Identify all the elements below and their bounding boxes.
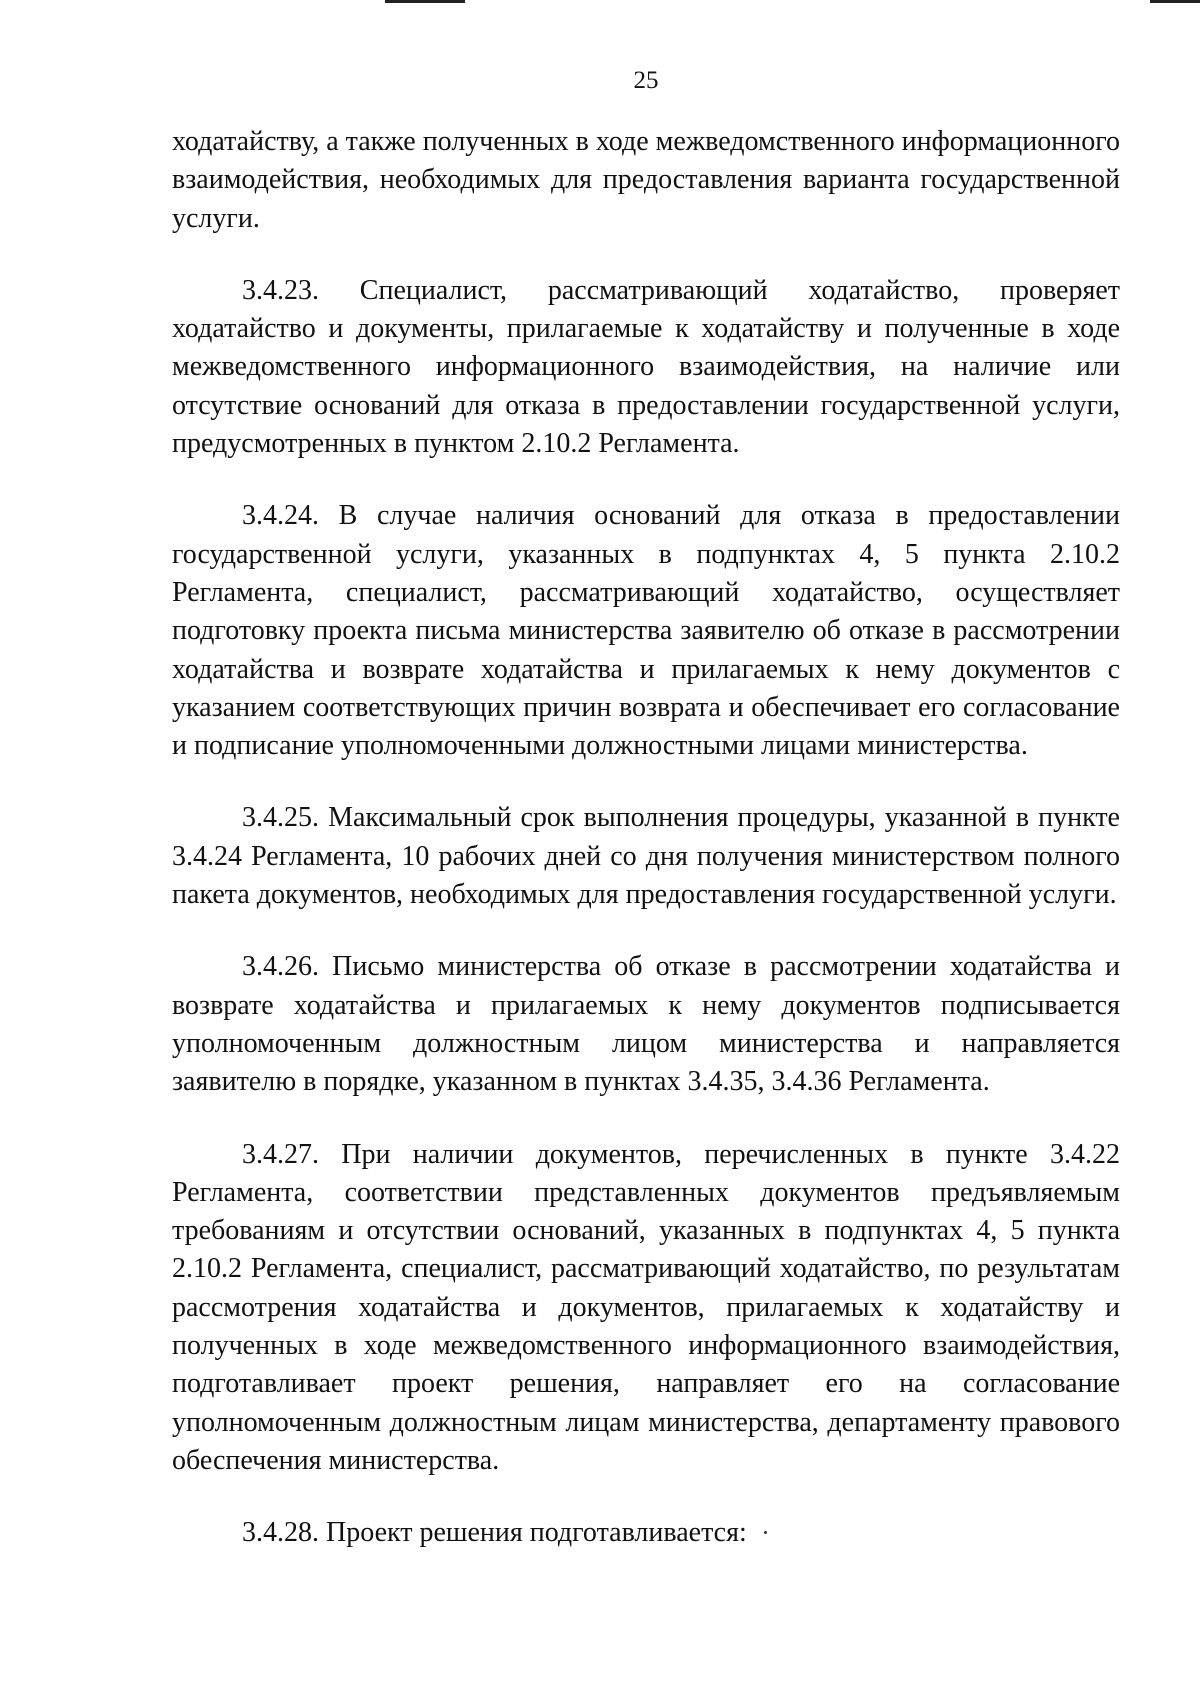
scan-speck [764, 1531, 767, 1534]
paragraph-3-4-25: 3.4.25. Максимальный срок выполнения процедуры, указанной в пункте 3.4.24 Регламента, 10 рабочих дней со дня получения министерством полного пакета документов, необходимых для предоставления государственной услуги. [172, 802, 1120, 911]
document-body [172, 123, 1120, 1587]
paragraph-3-4-26: 3.4.26. Письмо министерства об отказе в рассмотрении ходатайства и возврате ходатайства и прилагаемых к нему документов подписывается уполномоченным должностным лицом министерства и направляется заявителю в порядке, указанном в пунктах 3.4.35, 3.4.36 Регламента. [172, 951, 1120, 1098]
paragraph-3-4-27: 3.4.27. При наличии документов, перечисленных в пункте 3.4.22 Регламента, соответствии представленных документов предъявляемым требованиям и отсутствии оснований, указанных в подпунктах 4, 5 пункта 2.10.2 Регламента, специалист, рассматривающий ходатайство, по результатам рассмотрения ходатайства и документов, прилагаемых к ходатайству и полученных в ходе межведомственного информационного взаимодействия, подготавливает проект решения, направляет его на согласование уполномоченным должностным лицам министерства, департаменту правового обеспечения министерства. [172, 1138, 1120, 1476]
paragraph-3-4-23: 3.4.23. Специалист, рассматривающий ходатайство, проверяет ходатайство и документы, прилагаемые к ходатайству и полученные в ходе межведомственного информационного взаимодействия, на наличие или отсутствие оснований для отказа в предоставлении государственной услуги, предусмотренных в пунктом 2.10.2 Регламента. [172, 274, 1120, 460]
paragraph-continuation: ходатайству, а также полученных в ходе межведомственного информационного взаимодействия, необходимых для предоставления варианта государственной услуги. [172, 126, 1120, 234]
paragraph-3-4-28: 3.4.28. Проект решения подготавливается: [242, 1517, 747, 1549]
scan-edge-marks [0, 0, 1200, 6]
scan-mark [385, 0, 465, 3]
page-number: 25 [633, 67, 659, 94]
scan-mark [1150, 0, 1200, 3]
paragraph-3-4-24: 3.4.24. В случае наличия оснований для отказа в предоставлении государственной услуги, указанных в подпунктах 4, 5 пункта 2.10.2 Регламента, специалист, рассматривающий ходатайство, осуществляет подготовку проекта письма министерства заявителю об отказе в рассмотрении ходатайства и возврате ходатайства и прилагаемых к нему документов с указанием соответствующих причин возврата и обеспечивает его согласование и подписание уполномоченными должностными лицами министерства. [172, 500, 1120, 762]
